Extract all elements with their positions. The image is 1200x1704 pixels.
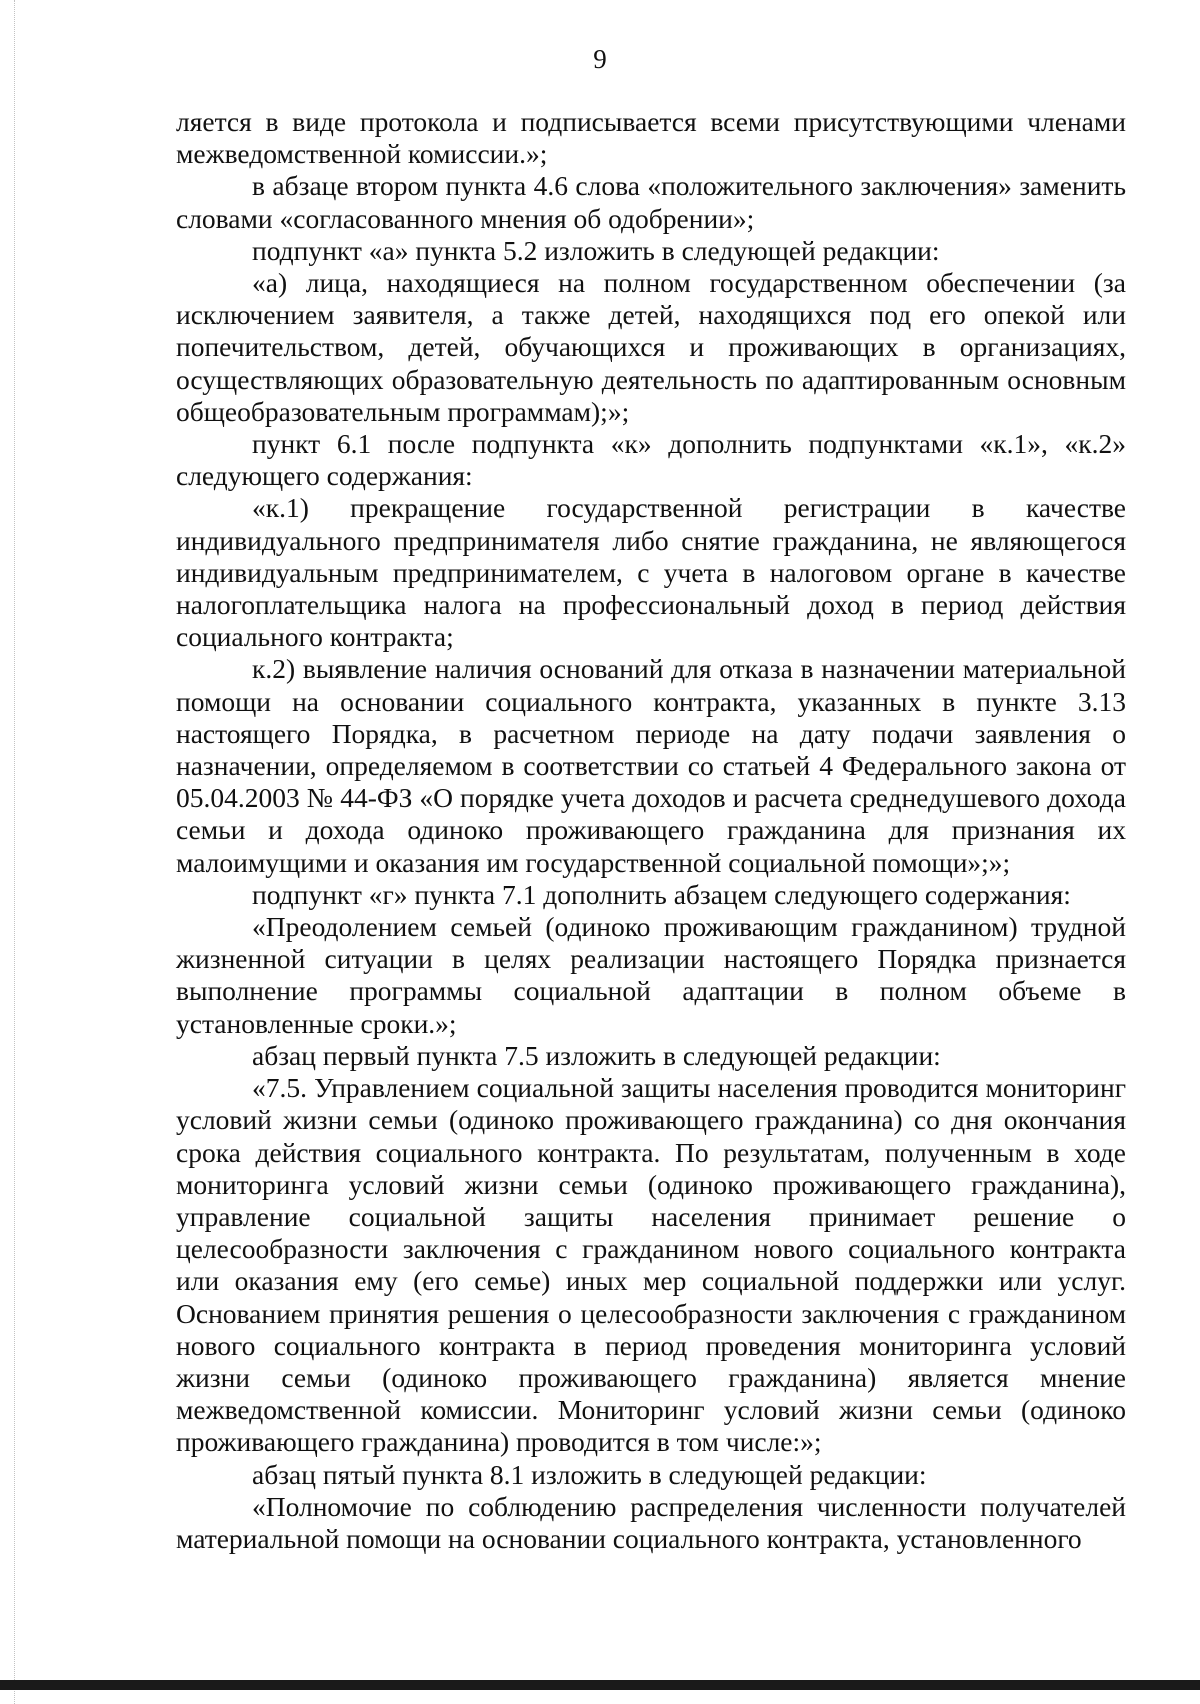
paragraph: «Полномочие по соблюдению распределения численности получателей материальной помощи на основании социального контракта, установленного: [176, 1490, 1126, 1554]
page-number: 9: [593, 44, 607, 74]
paragraph: в абзаце втором пункта 4.6 слова «положительного заключения» заменить словами «согласованного мнения об одобрении»;: [176, 170, 1126, 234]
paragraph: абзац пятый пункта 8.1 изложить в следующей редакции:: [252, 1458, 927, 1490]
paragraph: «а) лица, находящиеся на полном государственном обеспечении (за исключением заявителя, а также детей, находящихся под его опекой или попечительством, детей, обучающихся и проживающих в организациях, осуществляющих образовательную деятельность по адаптированным основным общеобразовательным программам);»;: [176, 267, 1126, 427]
scan-bottom-bar: [0, 1680, 1200, 1690]
paragraph: подпункт «г» пункта 7.1 дополнить абзацем следующего содержания:: [252, 878, 1071, 910]
paragraph: «Преодолением семьей (одиноко проживающим гражданином) трудной жизненной ситуации в целях реализации настоящего Порядка признается выполнение программы социальной адаптации в полном объеме в установленные сроки.»;: [176, 911, 1126, 1039]
paragraph: «7.5. Управлением социальной защиты населения проводится мониторинг условий жизни семьи (одиноко проживающего гражданина) со дня окончания срока действия социального контракта. По результатам, полученным в ходе мониторинга условий жизни семьи (одиноко проживающего гражданина), управление социальной защиты населения принимает решение о целесообразности заключения с гражданином нового социального контракта или оказания ему (его семье) иных мер социальной поддержки или услуг. Основанием принятия решения о целесообразности заключения с гражданином нового социального контракта в период проведения мониторинга условий жизни семьи (одиноко проживающего гражданина) является мнение межведомственной комиссии. Мониторинг условий жизни семьи (одиноко проживающего гражданина) проводится в том числе:»;: [176, 1072, 1126, 1458]
paragraph: ляется в виде протокола и подписывается всеми присутствующими членами межведомственной комиссии.»;: [176, 106, 1126, 170]
paragraph: подпункт «а» пункта 5.2 изложить в следующей редакции:: [252, 234, 940, 266]
paragraph: «к.1) прекращение государственной регистрации в качестве индивидуального предпринимателя либо снятие гражданина, не являющегося индивидуальным предпринимателем, с учета в налоговом органе в качестве налогоплательщика налога на профессиональный доход в период действия социального контракта;: [176, 492, 1126, 653]
paragraph: абзац первый пункта 7.5 изложить в следующей редакции:: [252, 1039, 941, 1071]
document-body: [176, 106, 1126, 1555]
paragraph: к.2) выявление наличия оснований для отказа в назначении материальной помощи на основании социального контракта, указанных в пункте 3.13 настоящего Порядка, в расчетном периоде на дату подачи заявления о назначении, определяемом в соответствии со статьей 4 Федерального закона от 05.04.2003 № 44-ФЗ «О порядке учета доходов и расчета среднедушевого дохода семьи и дохода одиноко проживающего гражданина для признания их малоимущими и оказания им государственной социальной помощи»;»;: [176, 653, 1126, 878]
paragraph: пункт 6.1 после подпункта «к» дополнить подпунктами «к.1», «к.2» следующего содержания:: [176, 428, 1126, 492]
scan-edge: [0, 0, 15, 1704]
